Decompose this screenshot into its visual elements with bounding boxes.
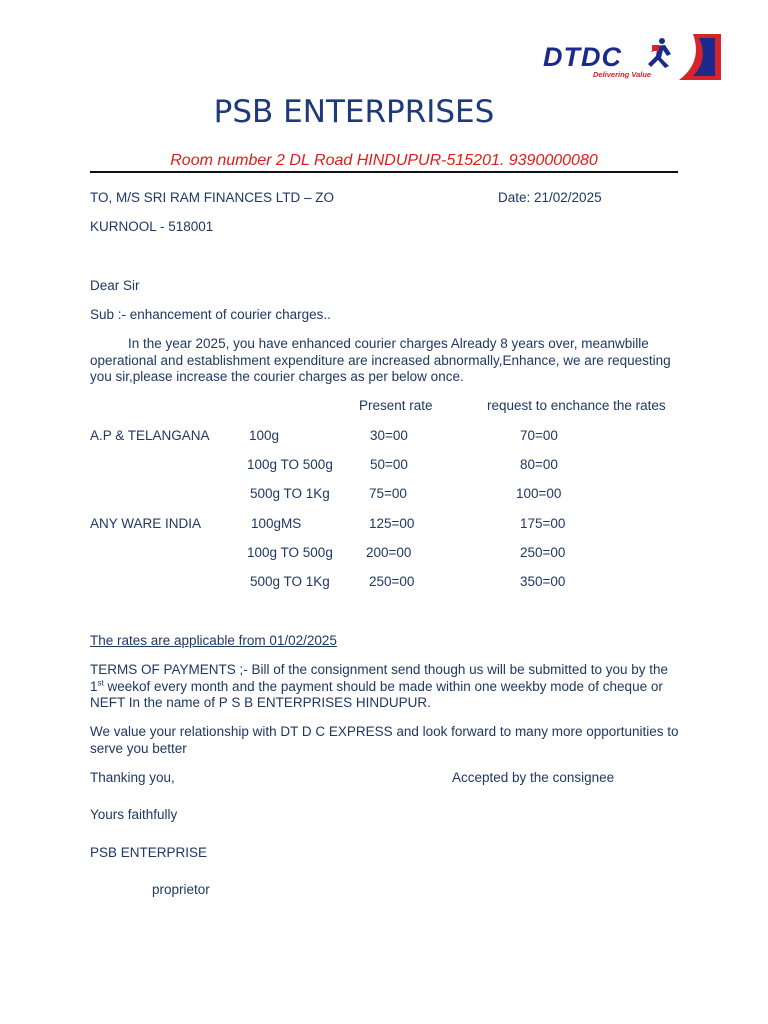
payment-terms [90, 662, 680, 712]
logo-wordmark: DTDC [543, 42, 622, 72]
table-cell-requested: 250=00 [520, 545, 566, 560]
subject-line: Sub :- enhancement of courier charges.. [90, 307, 331, 322]
recipient-line-1: TO, M/S SRI RAM FINANCES LTD – ZO [90, 190, 335, 205]
table-cell-weight: 500g TO 1Kg [250, 486, 330, 501]
table-cell-weight: 500g TO 1Kg [250, 574, 330, 589]
table-cell-requested: 175=00 [520, 516, 566, 531]
table-cell-requested: 80=00 [520, 457, 558, 472]
yours-faithfully: Yours faithfully [90, 807, 178, 822]
payment-terms-part-1: TERMS OF PAYMENTS ;- Bill of the consignment send though us will be submitted to you by the 1 [90, 662, 669, 694]
body-paragraph: In the year 2025, you have enhanced courier charges Already 8 years over, meanwbille operational and establishment expenditure are increased abnormally,Enhance, we are requesting you sir,please increase the courier charges as per below once. [90, 336, 671, 384]
accepted-by-consignee: Accepted by the consignee [452, 770, 615, 785]
table-cell-present: 50=00 [370, 457, 408, 472]
letter-date: Date: 21/02/2025 [498, 190, 602, 205]
dtdc-logo [543, 32, 721, 82]
header-present-rate: Present rate [359, 398, 433, 413]
signatory-role: proprietor [152, 882, 210, 897]
table-cell-weight: 100g [249, 428, 280, 443]
signatory-name: PSB ENTERPRISE [90, 845, 208, 860]
payment-terms-part-2: weekof every month and the payment should be made within one weekby mode of cheque or NEFT In the name of P S B ENTERPRISES HINDUPUR. [90, 678, 663, 710]
header-rule [90, 171, 678, 173]
recipient-line-2: KURNOOL - 518001 [90, 219, 214, 234]
table-cell-requested: 350=00 [520, 574, 566, 589]
thanks-line: Thanking you, [90, 770, 175, 785]
table-cell-region: ANY WARE INDIA [90, 516, 202, 531]
table-cell-weight: 100gMS [251, 516, 302, 531]
table-cell-weight: 100g TO 500g [247, 545, 333, 560]
table-cell-present: 250=00 [369, 574, 415, 589]
logo-tagline: Delivering Value [593, 70, 652, 79]
table-cell-requested: 100=00 [516, 486, 562, 501]
payment-terms-superscript: st [97, 678, 104, 687]
relationship-paragraph: We value your relationship with DT D C EXPRESS and look forward to many more opportunities to serve you better [90, 724, 679, 756]
table-cell-region: A.P & TELANGANA [90, 428, 210, 443]
table-cell-present: 200=00 [366, 545, 412, 560]
company-name: PSB ENTERPRISES [213, 94, 495, 130]
company-address: Room number 2 DL Road HINDUPUR-515201. 9390000080 [170, 152, 598, 169]
table-cell-present: 125=00 [369, 516, 415, 531]
table-cell-present: 30=00 [370, 428, 408, 443]
rates-applicable-note: The rates are applicable from 01/02/2025 [90, 633, 337, 648]
table-cell-requested: 70=00 [520, 428, 558, 443]
table-cell-weight: 100g TO 500g [247, 457, 333, 472]
header-requested-rate: request to enchance the rates [487, 398, 666, 413]
salutation: Dear Sir [90, 278, 140, 293]
table-cell-present: 75=00 [369, 486, 407, 501]
